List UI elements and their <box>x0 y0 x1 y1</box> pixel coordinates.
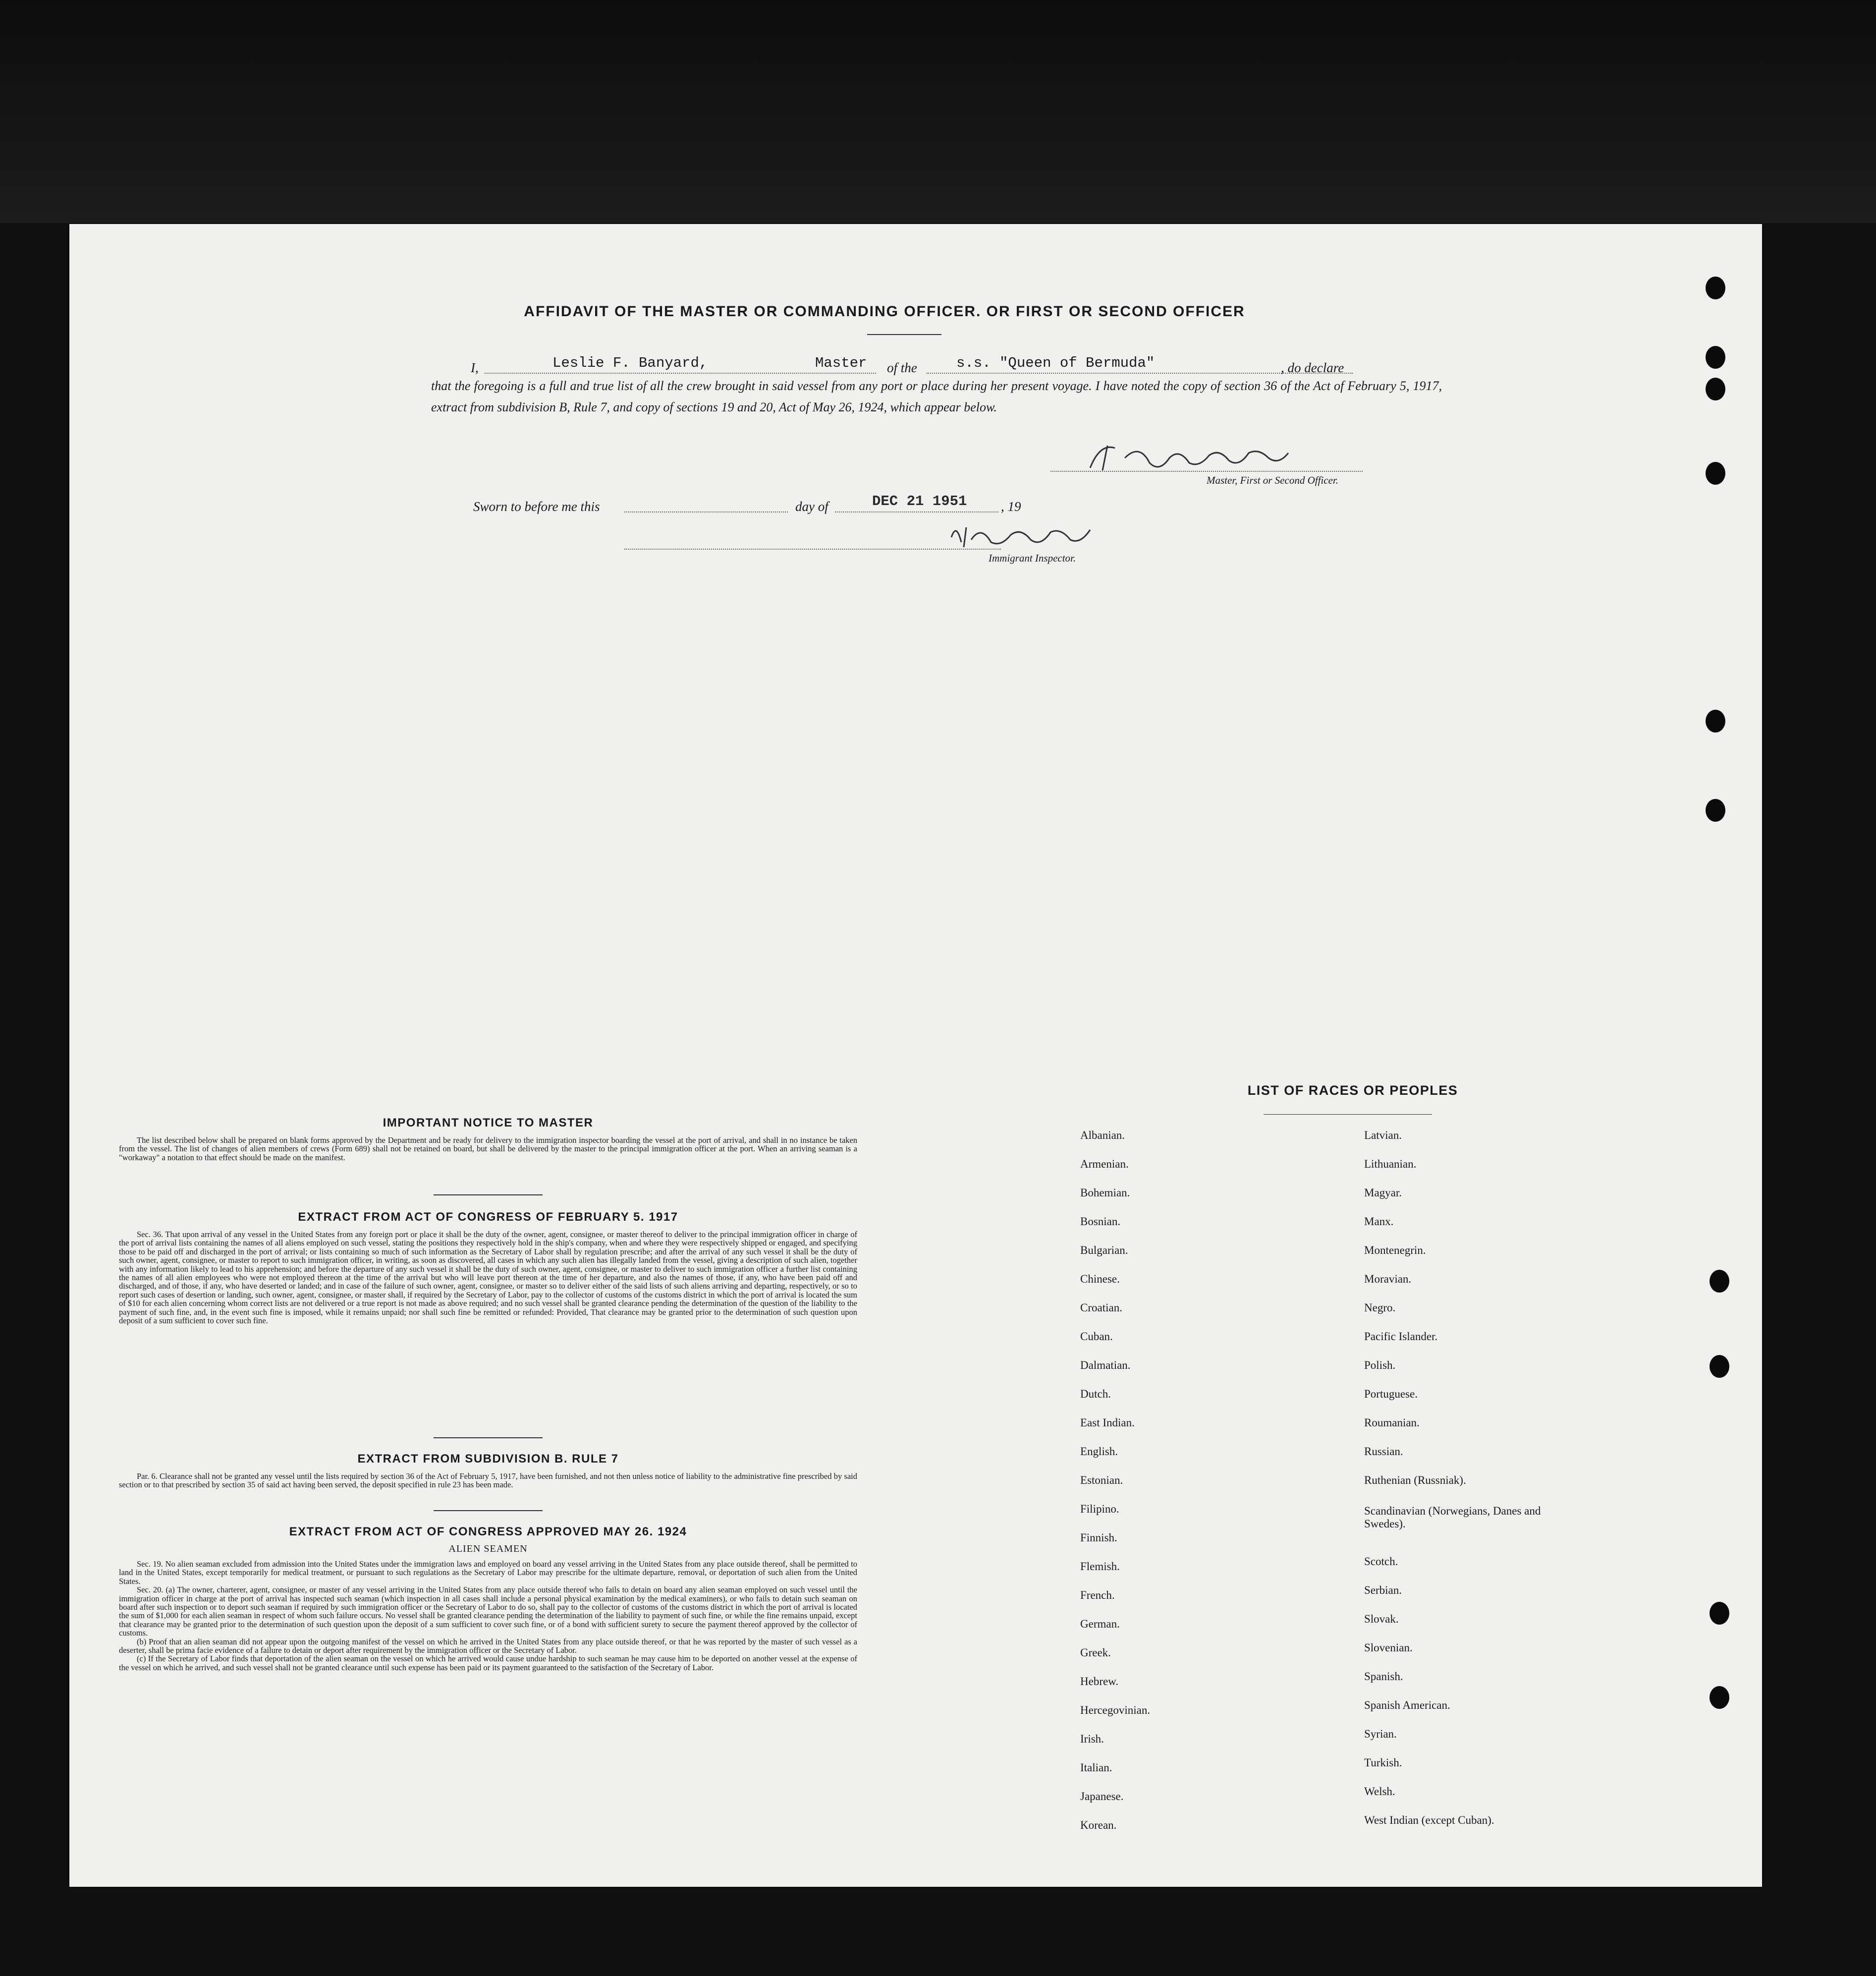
race-item: Moravian. <box>1364 1273 1412 1285</box>
day-of-label: day of <box>795 499 828 514</box>
race-item: Pacific Islander. <box>1364 1330 1438 1343</box>
race-item: Croatian. <box>1080 1301 1122 1314</box>
inspector-signature <box>946 517 1105 552</box>
race-item: Italian. <box>1080 1761 1112 1774</box>
manifest-page <box>69 224 1762 1887</box>
race-item: Spanish. <box>1364 1670 1403 1683</box>
sec-19-paragraph: Sec. 19. No alien seaman excluded from admission into the United States under the immigration laws and employed on board any vessel arriving in the United States from any place outside thereof, shall be permitted to land in the United States, except temporarily for medical treatment, or pursuant to such regulations as the Secretary of Labor may prescribe for the ultimate departure, removal, or deportation of such alien from the United States. <box>119 1559 857 1586</box>
race-item: Slovenian. <box>1364 1641 1413 1654</box>
punch-hole <box>1706 346 1725 369</box>
inspector-caption: Immigrant Inspector. <box>989 552 1076 564</box>
race-item: Irish. <box>1080 1733 1104 1745</box>
officer-caption: Master, First or Second Officer. <box>1207 474 1338 486</box>
title-divider <box>867 334 941 335</box>
declaration-pronoun: I, <box>471 360 479 375</box>
punch-hole <box>1710 1602 1729 1625</box>
race-item: Hercegovinian. <box>1080 1704 1151 1716</box>
race-item: Spanish American. <box>1364 1699 1450 1711</box>
declaration-text: that the foregoing is a full and true list of all the crew brought in said vessel from any port or place during her present voyage. I have noted the copy of section 36 of the Act of February 5, 1917, extract from subdivision B, Rule 7, and copy of sections 19 and 20, Act of May 26, 1924, which appear below. <box>431 379 1442 414</box>
race-item: Bohemian. <box>1080 1186 1130 1199</box>
affidavit-title: AFFIDAVIT OF THE MASTER OR COMMANDING OFFICER. OR FIRST OR SECOND OFFICER <box>524 303 1245 320</box>
vessel-name: s.s. "Queen of Bermuda" <box>956 355 1155 371</box>
race-item: Scandinavian (Norwegians, Danes and Swedes). <box>1364 1505 1541 1530</box>
extract-1924-subtitle: ALIEN SEAMEN <box>448 1543 528 1554</box>
race-item: Filipino. <box>1080 1503 1119 1515</box>
sec-20c-paragraph: (c) If the Secretary of Labor finds that deportation of the alien seaman on the vessel on which he arrived would cause undue hardship to such seaman he may cause him to be deported on another vessel at the expense of the vessel on which he arrived, and such vessel shall not be granted clearance until such expense has been paid or its payment guaranteed to the satisfaction of the Secretary of Labor. <box>119 1654 857 1672</box>
race-item: Hebrew. <box>1080 1675 1119 1688</box>
punch-hole <box>1706 462 1725 485</box>
officer-rank: Master <box>815 355 867 371</box>
race-item: Latvian. <box>1364 1129 1402 1141</box>
race-item: Korean. <box>1080 1819 1117 1831</box>
master-name: Leslie F. Banyard, <box>552 355 708 371</box>
race-item: Manx. <box>1364 1215 1394 1228</box>
race-item: Finnish. <box>1080 1531 1117 1544</box>
race-item: Lithuanian. <box>1364 1158 1417 1170</box>
rule7-divider <box>434 1510 543 1511</box>
extract-1917-body: Sec. 36. That upon arrival of any vessel in the United States from any foreign port or place it shall be the duty of the owner, agent, consignee, or master thereof to deliver to the principal immigration officer in charge of the port of arrival lists containing the names of all aliens employed on such vessel, stating the positions they respectively hold in the ship's company, when and where they were respectively shipped or engaged, and specifying those to be paid off and discharged in the port of arrival; or lists containing so much of such information as the Secretary of Labor shall by regulation prescribe; and after the arrival of any such vessel it shall be the duty of such owner, agent, consignee, or master to report to such immigration officer, in writing, as soon as discovered, all cases in which any such alien has illegally landed from the vessel, giving a description of such alien, together with any information likely to lead to his apprehension; and before the departure of any such vessel it shall be the duty of such owner, agent, consignee, or master to deliver to such immigration officer a further list containing the names of all alien employees who were not employed thereon at the time of the arrival but who will leave port thereon at the time of her departure, and also the names of those, if any, who have been paid off and discharged, and of those, if any, who have deserted or landed; and in case of the failure of such owner, agent, consignee, or master so to deliver either of the said lists of such aliens arriving and departing, respectively, or so to report such cases of desertion or landing, such owner, agent, consignee, or master shall, if required by the Secretary of Labor, pay to the collector of customs of the customs district in which the port of arrival is located the sum of $10 for each alien concerning whom correct lists are not delivered or a true report is not made as above required; and no such vessel shall be granted clearance pending the determination of the question of the liability to the payment of such fine, and, in the event such fine is imposed, while it remains unpaid; nor shall such fine be remitted or refunded: Provided, That clearance may be granted prior to the determination of such question upon deposit of a sum sufficient to cover such fine. <box>119 1230 857 1326</box>
race-item: Ruthenian (Russniak). <box>1364 1474 1466 1486</box>
punch-hole <box>1706 710 1725 733</box>
races-divider <box>1264 1114 1432 1115</box>
race-item: Dalmatian. <box>1080 1359 1131 1371</box>
race-item: Negro. <box>1364 1301 1396 1314</box>
race-item: English. <box>1080 1445 1118 1458</box>
race-item: Armenian. <box>1080 1158 1129 1170</box>
do-declare-label: , do declare <box>1281 360 1344 375</box>
punch-hole <box>1706 799 1725 822</box>
punch-hole <box>1710 1686 1729 1709</box>
sec-20a-paragraph: Sec. 20. (a) The owner, charterer, agent, consignee, or master of any vessel arriving in the United States from any place outside thereof who fails to detain on board any alien seaman employed on such vessel until the immigration officer in charge at the port of arrival has inspected such seaman (which inspection in all cases shall include a personal physical examination by the medical examiners), or who fails to detain such seaman on board after such inspection or to deport such seaman if required by such immigration officer or the Secretary of Labor to do so, shall pay to the collector of customs of the customs district in which the port of arrival is located the sum of $1,000 for each alien seaman in respect of whom such failure occurs. No vessel shall be granted clearance pending the determination of the liability to payment of such fine, or while the fine remains unpaid, except that clearance may be granted prior to the determination of such question upon the deposit of a sum sufficient to cover such fine, or of a bond with sufficient surety to secure the payment thereof approved by the collector of customs. <box>119 1585 857 1638</box>
race-item: Slovak. <box>1364 1613 1399 1625</box>
race-item: Portuguese. <box>1364 1388 1418 1400</box>
punch-hole <box>1706 378 1725 400</box>
name-line <box>485 373 876 374</box>
race-item: Japanese. <box>1080 1790 1124 1803</box>
race-item: Chinese. <box>1080 1273 1120 1285</box>
race-item: East Indian. <box>1080 1416 1135 1429</box>
race-item: Russian. <box>1364 1445 1403 1458</box>
race-item: Estonian. <box>1080 1474 1123 1486</box>
extract-1924-title: EXTRACT FROM ACT OF CONGRESS APPROVED MAY 26. 1924 <box>289 1525 687 1538</box>
race-item: Magyar. <box>1364 1186 1402 1199</box>
notice-divider <box>434 1194 543 1195</box>
rule7-title: EXTRACT FROM SUBDIVISION B. RULE 7 <box>357 1452 619 1466</box>
race-item: Dutch. <box>1080 1388 1111 1400</box>
race-item: French. <box>1080 1589 1115 1601</box>
inspector-signature-line <box>624 549 1001 550</box>
rule7-body: Par. 6. Clearance shall not be granted any vessel until the lists required by section 36 of the Act of February 5, 1917, have been furnished, and not then unless notice of liability to the administrative fine prescribed by said section or to that prescribed by section 35 of said act having been served, the deposit specified in rule 23 has been made. <box>119 1471 857 1490</box>
race-item: Scotch. <box>1364 1555 1398 1568</box>
race-item: Polish. <box>1364 1359 1396 1371</box>
race-item: Syrian. <box>1364 1728 1397 1740</box>
sworn-month-line <box>835 511 998 512</box>
of-the-label: of the <box>887 360 917 375</box>
race-item: Turkish. <box>1364 1756 1402 1769</box>
year-label: , 19 <box>1001 499 1021 514</box>
race-item: Montenegrin. <box>1364 1244 1426 1256</box>
punch-hole <box>1706 277 1725 299</box>
race-item: Greek. <box>1080 1646 1111 1659</box>
race-item: Bosnian. <box>1080 1215 1121 1228</box>
race-item: West Indian (except Cuban). <box>1364 1814 1494 1826</box>
race-item: Welsh. <box>1364 1785 1395 1798</box>
scan-background <box>0 0 1876 223</box>
punch-hole <box>1710 1355 1729 1378</box>
notice-body: The list described below shall be prepared on blank forms approved by the Department and be ready for delivery to the immigration inspector boarding the vessel at the port of arrival, and shall in no instance be taken from the vessel. The list of changes of alien members of crews (Form 689) shall not be retained on board, but shall be delivered by the master to the principal immigration officer at the port. When an arriving seaman is a "workaway" a notation to that effect should be made on the manifest. <box>119 1135 857 1162</box>
sworn-label: Sworn to before me this <box>473 499 600 514</box>
race-item: Serbian. <box>1364 1584 1402 1596</box>
race-item: Bulgarian. <box>1080 1244 1128 1256</box>
extract-1917-title: EXTRACT FROM ACT OF CONGRESS OF FEBRUARY 5. 1917 <box>298 1210 678 1224</box>
race-item: Albanian. <box>1080 1129 1125 1141</box>
extract-1917-divider <box>434 1437 543 1438</box>
races-title: LIST OF RACES OR PEOPLES <box>1247 1083 1458 1098</box>
sec-20b-paragraph: (b) Proof that an alien seaman did not appear upon the outgoing manifest of the vessel on which he arrived in the United States from any place outside thereof, or that he was reported by the master of such vessel as a deserter, shall be prima facie evidence of a failure to detain or deport after requirement by the immigration officer or the Secretary of Labor. <box>119 1637 857 1655</box>
date-stamp: DEC 21 1951 <box>872 493 967 509</box>
race-item: Cuban. <box>1080 1330 1113 1343</box>
notice-title: IMPORTANT NOTICE TO MASTER <box>383 1116 594 1129</box>
officer-signature-line <box>1050 471 1363 472</box>
master-signature <box>1080 438 1298 478</box>
extract-1924-body <box>119 1560 857 1672</box>
punch-hole <box>1710 1270 1729 1293</box>
race-item: Roumanian. <box>1364 1416 1420 1429</box>
race-item: German. <box>1080 1618 1120 1630</box>
sworn-day-line <box>624 511 788 512</box>
race-item: Flemish. <box>1080 1560 1120 1573</box>
